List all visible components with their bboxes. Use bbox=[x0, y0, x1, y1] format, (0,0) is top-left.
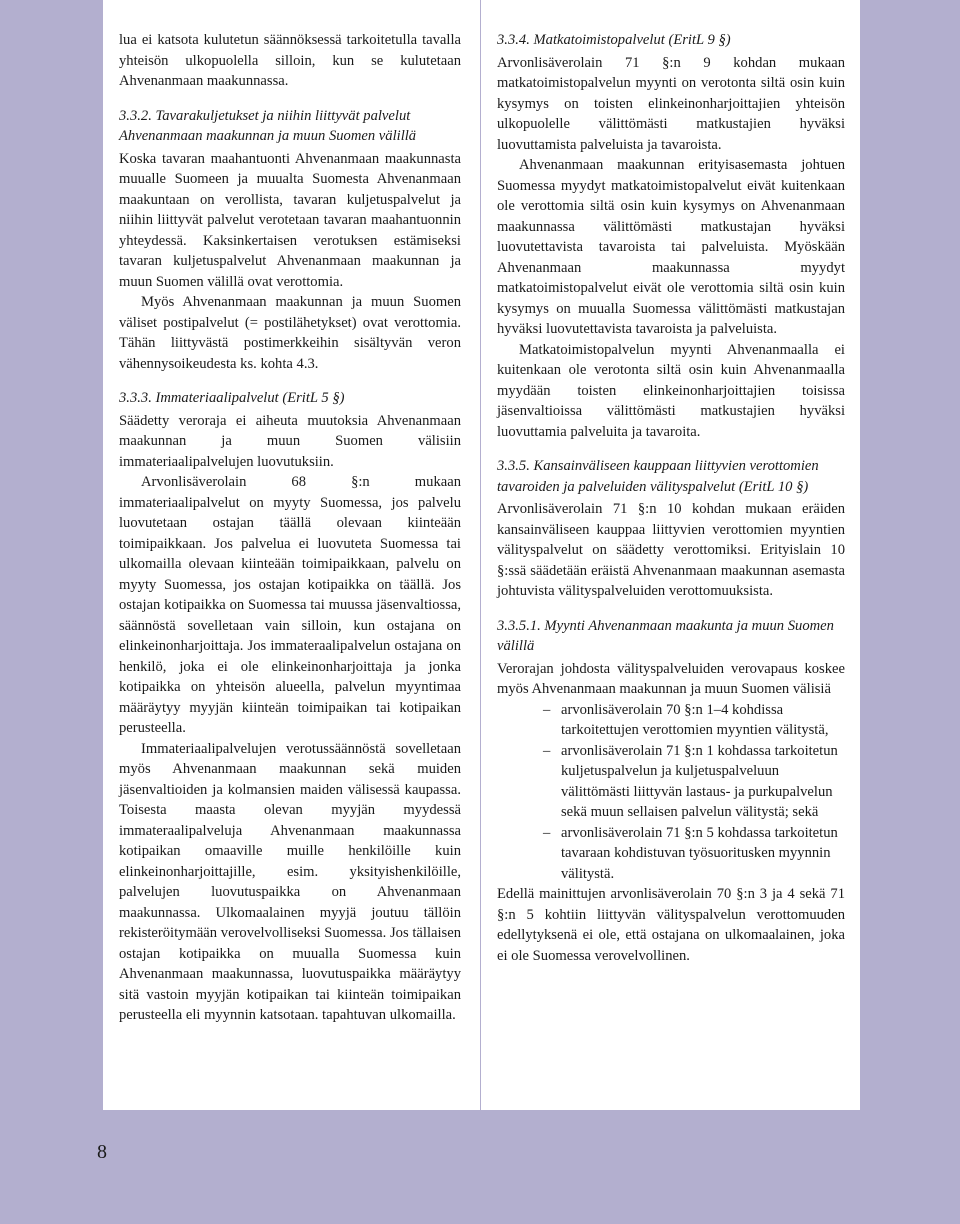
dash-bullet: – bbox=[543, 701, 551, 718]
section-3-3-5-heading: 3.3.5. Kansainväliseen kauppaan liittyvien verottomien tavaroiden ja palveluiden välityspalvelut (EritL 10 §) bbox=[497, 458, 819, 495]
section-3-3-5-paragraph-1: Arvonlisäverolain 71 §:n 10 kohdan mukaan eräiden kansainväliseen kauppaa liittyvien verottomien myyntien välityspalvelut on säädetty verottomiksi. Erityislain 10 §:ssä säädetään eräistä Ahvenanmaan maakunnan asemasta johtuvista välityspalveluiden verottomuuksista. bbox=[497, 501, 845, 599]
intro-paragraph: lua ei katsota kulutetun säännöksessä tarkoitetulla tavalla yhteisön ulkopuolella silloin, kun se kulutetaan Ahvenanmaan maakunnassa. bbox=[119, 32, 461, 89]
section-3-3-4-paragraph-2: Ahvenanmaan maakunnan erityisasemasta johtuen Suomessa myydyt matkatoimistopalvelut eivät kuitenkaan ole verottomia siltä osin kuin kysymys on Ahvenanmaan maakunnassa välittömästi matkustajan hyväksi luovutettavista tavaroista tai palveluista. Myöskään Ahvenanmaan maakunnassa myydyt matkatoimistopalvelut eivät ole verottomia siltä osin kuin kysymys on muualla Suomessa välittömästi matkustajan hyväksi luovutettavista tavaroista ja palveluista. bbox=[497, 157, 845, 337]
section-3-3-2-heading: 3.3.2. Tavarakuljetukset ja niihin liittyvät palvelut Ahvenanmaan maakunnan ja muun Suomen välillä bbox=[119, 107, 417, 144]
section-3-3-2-paragraph-1: Koska tavaran maahantuonti Ahvenanmaan maakunnasta muualle Suomeen ja muualta Suomesta Ahvenanmaan maakuntaan on verollista, tavaran kuljetuspalvelut ja niihin liittyvät palvelut verotetaan tavaran maahantuonnin yhteydessä. Kaksinkertaisen verotuksen estämiseksi tavaran kuljetuspalvelut Ahvenanmaan maakunnan ja muun Suomen välillä ovat verottomia. bbox=[119, 150, 461, 290]
dash-bullet: – bbox=[543, 742, 551, 759]
page-number: 8 bbox=[97, 1141, 107, 1163]
section-3-3-3-paragraph-3: Immateriaalipalvelujen verotussäännöstä sovelletaan myös Ahvenanmaan maakunnan sekä muiden jäsenvaltioiden ja kolmansien maiden välisessä kaupassa. Toisesta maasta olevan myyjän myydessä immateraalipalveluja Ahvenanmaan maakunnassa kotipaikan omaaville muille henkilöille kuin elinkeinonharjoittajille, esim. yksityishenkilöille, palvelujen luovutuspaikka on Ahvenanmaan maakunnassa. Ulkomaalainen myyjä joutuu tällöin rekisteröitymään verovelvolliseksi Suomessa. Jos tällaisen ostajan kotipaikka on muualla Suomessa kuin Ahvenanmaan maakunnassa, luovutuspaikka määräytyy sitä vastoin myyjän kotipaikan tai kiinteän toimipaikan perusteella eli myynnin katsotaan. tapahtuvan ulkomailla. bbox=[119, 740, 461, 1023]
section-3-3-5-1-paragraph-1: Verorajan johdosta välityspalveluiden verovapaus koskee myös Ahvenanmaan maakunnan ja muun Suomen välisiä bbox=[497, 660, 845, 697]
document-page bbox=[103, 0, 860, 1110]
list-item bbox=[497, 741, 845, 823]
list-item-text: arvonlisäverolain 71 §:n 5 kohdassa tarkoitetun tavaraan kohdistuvan työsuoritusken myynnin välitystä. bbox=[561, 824, 838, 882]
list-item bbox=[497, 823, 845, 885]
dash-bullet: – bbox=[543, 824, 551, 841]
section-3-3-4-paragraph-1: Arvonlisäverolain 71 §:n 9 kohdan mukaan matkatoimistopalvelun myynti on verotonta siltä osin kuin kysymys on toisten elinkeinonharjoittajien yhteisön ulkopuolelle välittömästi matkustajien hyväksi luovuttamista palveluista ja tavaroista. bbox=[497, 54, 845, 153]
list-item-text: arvonlisäverolain 71 §:n 1 kohdassa tarkoitetun kuljetuspalvelun ja kuljetuspalveluun välittömästi liittyvän lastaus- ja purkupalvelun sekä muun sellaisen palvelun välitystä; sekä bbox=[561, 742, 838, 820]
right-column bbox=[497, 30, 845, 966]
section-3-3-5-1-heading: 3.3.5.1. Myynti Ahvenanmaan maakunta ja muun Suomen välillä bbox=[497, 617, 834, 654]
section-3-3-5-1-paragraph-2: Edellä mainittujen arvonlisäverolain 70 §:n 3 ja 4 sekä 71 §:n 5 kohtiin liittyvän välityspalvelun verottomuuden edellytyksenä ei ole, että ostajana on ulkomaalainen, joka ei ole Suomessa verovelvollinen. bbox=[497, 886, 845, 964]
section-3-3-4-paragraph-3: Matkatoimistopalvelun myynti Ahvenanmaalla ei kuitenkaan ole verotonta siltä osin kuin Ahvenanmaalla myydään toisten elinkeinonharjoittajien toisissa jäsenvaltioissa välittömästi matkustajien hyväksi luovuttamia palveluita ja tavaroita. bbox=[497, 341, 845, 440]
section-3-3-3-paragraph-1: Säädetty veroraja ei aiheuta muutoksia Ahvenanmaan maakunnan ja muun Suomen välisiin immateriaalipalvelujen luovutuksiin. bbox=[119, 412, 461, 470]
left-column bbox=[119, 30, 461, 1026]
section-3-3-3-paragraph-2: Arvonlisäverolain 68 §:n mukaan immateriaalipalvelut on myyty Suomessa, jos palvelu luovutetaan ostajan täällä olevaan kiinteään toimipaikkaan. Jos palvelua ei luovuteta Suomessa tai ulkomailla olevaan kiinteään toimipaikkaan, palvelu on myyty Suomessa, jos ostajan kotipaikka on täällä. Jos ostajan kotipaikka on Suomessa tai muussa jäsenvaltiossa, säännöstä sovelletaan vain silloin, kun ostajana on elinkeinonharjoittaja. Jos immateraalipalvelun ostajana on henkilö, joka ei ole elinkeinonharjoittaja ja jonka kotipaikka on yhteisön alueella, palvelun myyntimaa määräytyy myyjän kiinteän toimipaikan tai kotipaikan perusteella. bbox=[119, 474, 461, 736]
section-3-3-2-paragraph-2: Myös Ahvenanmaan maakunnan ja muun Suomen väliset postipalvelut (= postilähetykset) ovat verottomia. Tähän liittyvästä postimerkkeihin sisältyvän veron vähennysoikeudesta ks. kohta 4.3. bbox=[119, 294, 461, 372]
section-3-3-3-heading: 3.3.3. Immateriaalipalvelut (EritL 5 §) bbox=[119, 390, 345, 406]
list-item-text: arvonlisäverolain 70 §:n 1–4 kohdissa tarkoitettujen verottomien myyntien välitystä, bbox=[561, 701, 829, 738]
list-item bbox=[497, 700, 845, 741]
section-3-3-4-heading: 3.3.4. Matkatoimistopalvelut (EritL 9 §) bbox=[497, 32, 731, 48]
column-divider bbox=[480, 0, 481, 1110]
